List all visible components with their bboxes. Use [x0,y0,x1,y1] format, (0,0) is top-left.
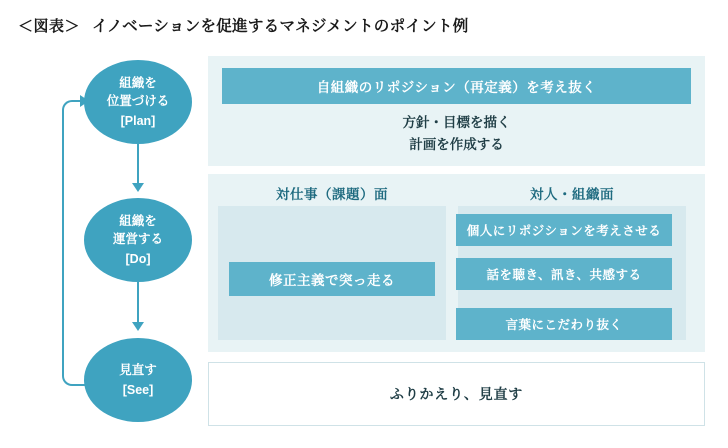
arrow-plan-to-do-icon [132,183,144,192]
stage-see-line1: 見直す [119,363,157,378]
work-item: 修正主義で突っ走る [229,262,435,296]
title-text: イノベーションを促進するマネジメントのポイント例 [92,18,469,35]
arrow-do-to-see-icon [132,322,144,331]
arrow-do-to-see-line [137,282,139,324]
plan-bar-label: 自組織のリポジション（再定義）を考え抜く [222,68,691,104]
people-item: 個人にリポジションを考えさせる [456,214,672,246]
column-heading-people: 対人・組織面 [530,187,614,202]
stage-do [84,198,192,282]
arrow-plan-to-do-line [137,144,139,184]
stage-see-en: [See] [122,382,154,397]
stage-do-line2: 運営する [112,232,163,247]
stage-do-en: [Do] [125,251,151,266]
stage-do-line1: 組織を [119,214,157,229]
people-item: 話を聴き、訊き、共感する [456,258,672,290]
stage-plan-line1: 組織を [119,76,157,91]
plan-note [222,112,691,155]
stage-see [84,338,192,422]
see-text: ふりかえり、見直す [389,386,524,402]
stage-plan [84,60,192,144]
stage-plan-line2: 位置づける [106,94,170,109]
title-tag: ＜図表＞ [18,18,81,35]
page-title [18,14,469,36]
people-item: 言葉にこだわり抜く [456,308,672,340]
plan-note-line1: 方針・目標を描く [402,115,511,130]
stage-plan-en: [Plan] [120,113,156,128]
column-heading-work: 対仕事（課題）面 [276,187,388,202]
plan-note-line2: 計画を作成する [409,136,504,152]
